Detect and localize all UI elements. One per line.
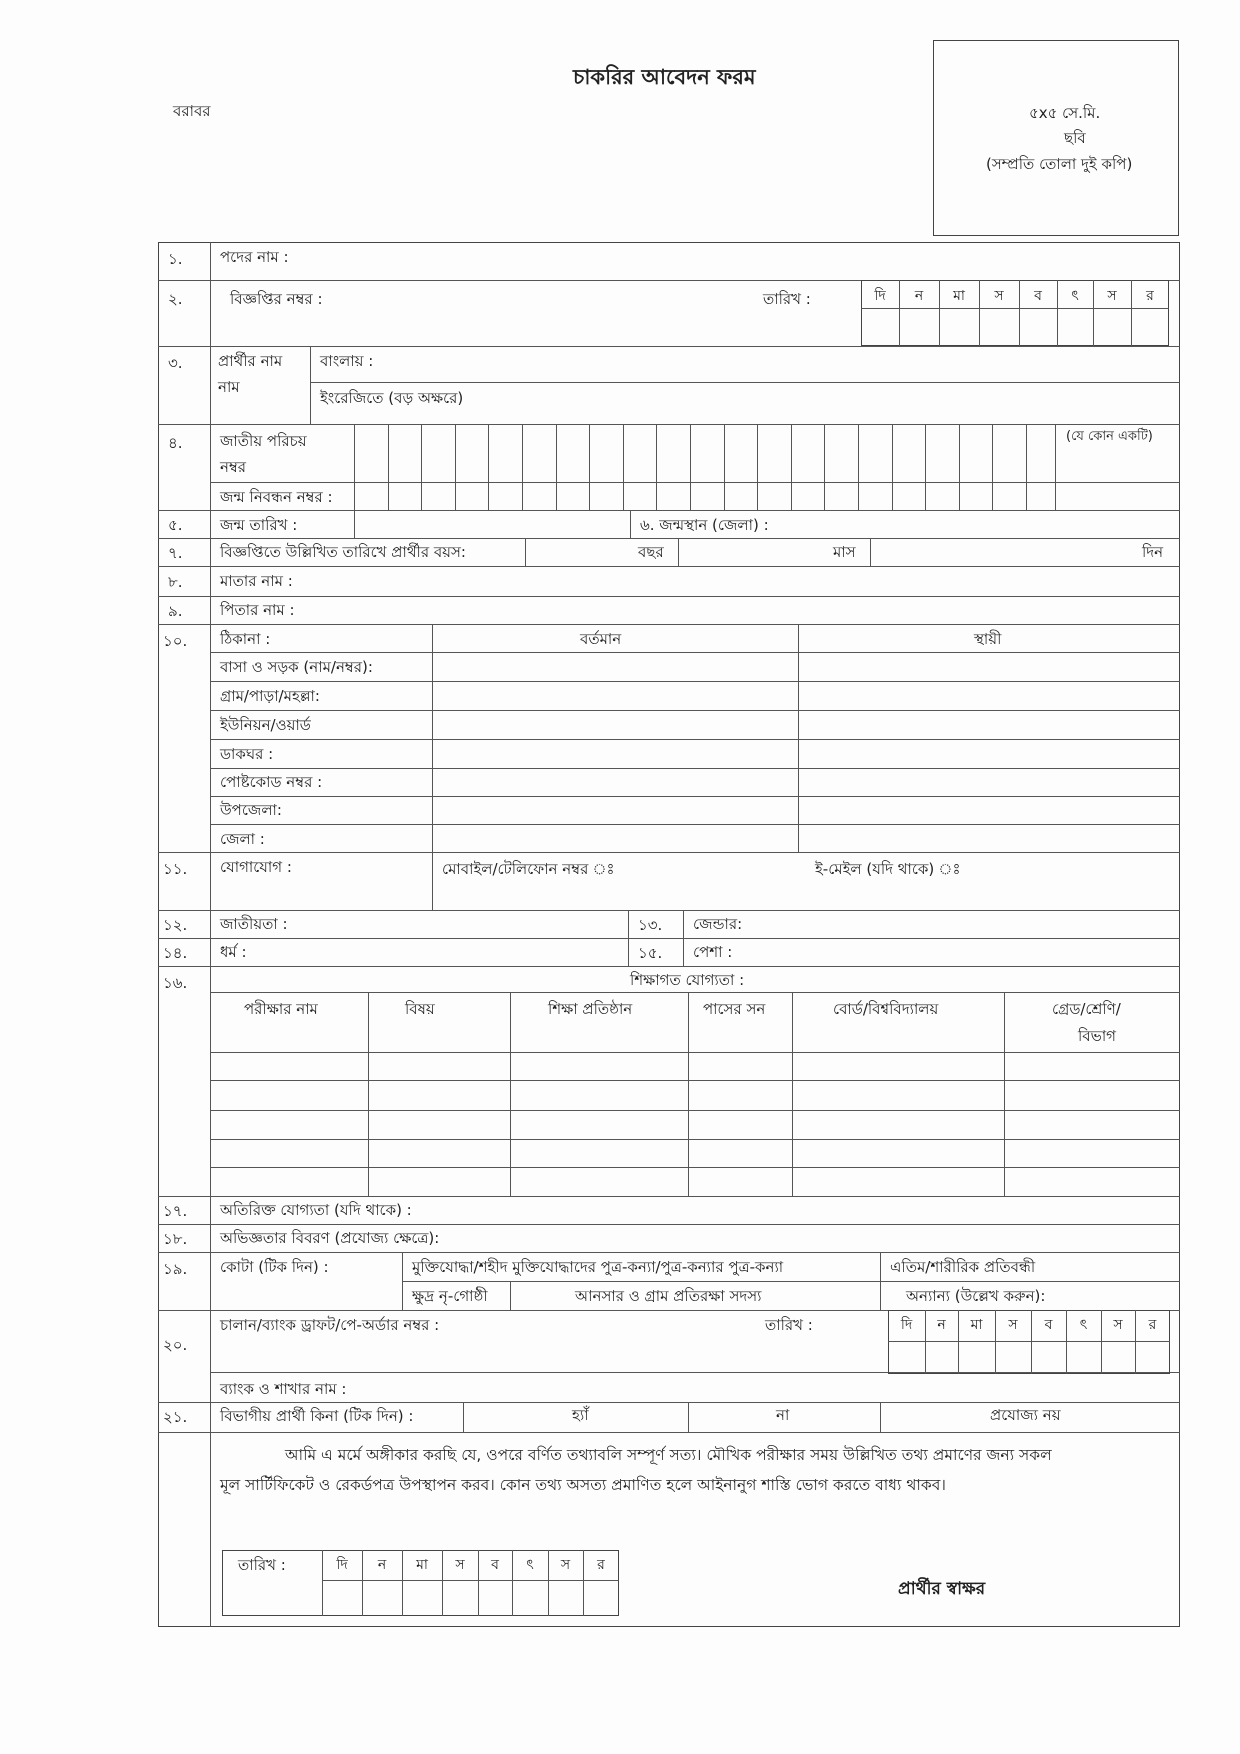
date-cell: ন xyxy=(914,288,924,304)
occupation-label: পেশা : xyxy=(693,943,733,961)
nid-cell-divider xyxy=(925,424,926,510)
education-label: শিক্ষাগত যোগ্যতা : xyxy=(630,971,745,989)
departmental-yes[interactable]: হ্যাঁ xyxy=(572,1406,589,1424)
row-number: ১৫. xyxy=(638,944,663,962)
nid-cell-divider xyxy=(757,424,758,510)
quota-freedom-fighter[interactable]: মুক্তিযোদ্ধা/শহীদ মুক্তিযোদ্ধাদের পুত্র-কন্যা/পুত্র-কন্যার পুত্র-কন্যা xyxy=(412,1258,784,1276)
row-number: ১৮. xyxy=(163,1230,188,1248)
date-cell: ব xyxy=(491,1557,499,1573)
row-number: ৮. xyxy=(168,573,183,591)
date-cell: মা xyxy=(416,1557,428,1573)
photo-note: (সম্প্রতি তোলা দুই কপি) xyxy=(986,155,1133,173)
age-year-label: বছর xyxy=(638,543,664,561)
name-english-label: ইংরেজিতে (বড় অক্ষরে) xyxy=(320,389,464,407)
bank-branch-label: ব্যাংক ও শাখার নাম : xyxy=(220,1380,347,1398)
row-number: ২. xyxy=(168,290,183,308)
name-bangla-label: বাংলায় : xyxy=(320,352,374,370)
quota-ansar-vdp[interactable]: আনসার ও গ্রাম প্রতিরক্ষা সদস্য xyxy=(575,1287,762,1305)
edu-grade-header-2: বিভাগ xyxy=(1078,1027,1116,1045)
permanent-address-header: স্থায়ী xyxy=(974,630,1002,648)
religion-label: ধর্ম : xyxy=(220,943,247,961)
nid-cell-divider xyxy=(623,424,624,510)
nid-cell-divider xyxy=(992,424,993,510)
mobile-label: মোবাইল/টেলিফোন নম্বর ঃ xyxy=(442,860,615,878)
nid-label: জাতীয় পরিচয় xyxy=(220,432,307,450)
any-one-note: (যে কোন একটি) xyxy=(1066,429,1153,444)
nid-cell-divider xyxy=(959,424,960,510)
date-cell: ৎ xyxy=(1071,288,1079,304)
date-cell: স xyxy=(1113,1317,1123,1333)
nid-cell-divider xyxy=(522,424,523,510)
house-road-label: বাসা ও সড়ক (নাম/নম্বর): xyxy=(220,658,373,676)
birthplace-label: ৬. জন্মস্থান (জেলা) : xyxy=(640,516,769,534)
date-cell: দি xyxy=(336,1557,348,1573)
departmental-label: বিভাগীয় প্রার্থী কিনা (টিক দিন) : xyxy=(220,1407,414,1425)
declaration-date-label: তারিখ : xyxy=(238,1556,286,1574)
dob-label: জন্ম তারিখ : xyxy=(220,516,298,534)
row-number: ১৩. xyxy=(638,916,663,934)
form-title: চাকরির আবেদন ফরম xyxy=(573,65,756,89)
date-cell: স xyxy=(1008,1317,1018,1333)
date-cell: র xyxy=(597,1557,605,1573)
edu-grade-header: গ্রেড/শ্রেণি/ xyxy=(1052,1000,1121,1018)
row-number: ৫. xyxy=(168,516,183,534)
experience-label: অভিজ্ঞতার বিবরণ (প্রযোজ্য ক্ষেত্রে): xyxy=(220,1229,440,1247)
row-number: ১৯. xyxy=(163,1260,188,1278)
row-number: ১১. xyxy=(163,860,188,878)
age-label: বিজ্ঞপ্তিতে উল্লিখিত তারিখে প্রার্থীর বয়স: xyxy=(220,543,466,561)
nid-cell-divider xyxy=(791,424,792,510)
date-cell: মা xyxy=(970,1317,983,1333)
edu-institution-header: শিক্ষা প্রতিষ্ঠান xyxy=(548,1000,633,1018)
upazila-label: উপজেলা: xyxy=(220,801,282,819)
nid-cell-divider xyxy=(488,424,489,510)
ad-number-label: বিজ্ঞপ্তির নম্বর : xyxy=(230,290,323,308)
row-number: ২০. xyxy=(163,1336,188,1354)
quota-orphan-disabled[interactable]: এতিম/শারীরিক প্রতিবন্ধী xyxy=(890,1258,1036,1276)
ad-date-label: তারিখ : xyxy=(763,290,811,308)
postcode-label: পোষ্টকোড নম্বর : xyxy=(220,773,323,791)
nid-cell-divider xyxy=(858,424,859,510)
quota-ethnic-minority[interactable]: ক্ষুদ্র নৃ-গোষ্ঠী xyxy=(412,1287,488,1305)
contact-label: যোগাযোগ : xyxy=(220,858,292,876)
nid-label-2: নম্বর xyxy=(220,458,247,476)
district-label: জেলা : xyxy=(220,830,265,848)
email-label: ই-মেইল (যদি থাকে) ঃ xyxy=(815,860,961,878)
age-day-label: দিন xyxy=(1142,543,1164,561)
date-cell: ব xyxy=(1034,288,1042,304)
nid-cell-divider xyxy=(824,424,825,510)
edu-pass-year-header: পাসের সন xyxy=(703,1000,766,1018)
row-number: ১৪. xyxy=(163,944,188,962)
row-number: ১২. xyxy=(163,916,188,934)
nid-cell-divider xyxy=(1026,424,1027,510)
nid-cell-divider xyxy=(724,424,725,510)
applicant-name-label: প্রার্থীর নাম xyxy=(218,352,283,370)
row-number: ১৭. xyxy=(163,1202,188,1220)
union-label: ইউনিয়ন/ওয়ার্ড xyxy=(220,716,311,734)
edu-board-header: বোর্ড/বিশ্ববিদ্যালয় xyxy=(833,1000,939,1018)
date-cell: ন xyxy=(377,1557,387,1573)
photo-box[interactable] xyxy=(933,40,1179,236)
village-label: গ্রাম/পাড়া/মহল্লা: xyxy=(220,687,320,705)
edu-subject-header: বিষয় xyxy=(405,1000,435,1018)
photo-label: ছবি xyxy=(1064,129,1086,147)
present-address-header: বর্তমান xyxy=(580,630,622,648)
nationality-label: জাতীয়তা : xyxy=(220,915,288,933)
post-office-label: ডাকঘর : xyxy=(220,745,274,763)
number-column-divider xyxy=(210,242,211,1627)
date-cell: দি xyxy=(900,1317,913,1333)
declaration-line-1: আমি এ মর্মে অঙ্গীকার করছি যে, ওপরে বর্ণিত তথ্যাবলি সম্পূর্ণ সত্য। মৌখিক পরীক্ষার সময় উল্লিখিত তথ্য প্রমাণের জন্য সকল xyxy=(285,1446,1052,1464)
photo-size: ৫x৫ সে.মি. xyxy=(1029,104,1101,122)
row-number: ৭. xyxy=(168,544,183,562)
date-cell: স xyxy=(455,1557,465,1573)
date-cell: মা xyxy=(953,288,965,304)
age-month-label: মাস xyxy=(833,543,856,561)
departmental-not-applicable[interactable]: প্রযোজ্য নয় xyxy=(990,1406,1061,1424)
row-number: ২১. xyxy=(163,1408,188,1426)
row-number: ১. xyxy=(168,250,183,268)
row-number: ৩. xyxy=(168,354,183,372)
addressee-label: বরাবর xyxy=(173,102,211,120)
extra-qualification-label: অতিরিক্ত যোগ্যতা (যদি থাকে) : xyxy=(220,1201,412,1219)
challan-label: চালান/ব্যাংক ড্রাফট/পে-অর্ডার নম্বর : xyxy=(220,1316,440,1334)
date-cell: ৎ xyxy=(526,1557,534,1573)
date-cell: স xyxy=(1107,288,1117,304)
challan-date-label: তারিখ : xyxy=(765,1316,813,1334)
row-number: ১৬. xyxy=(163,974,188,992)
date-cell: র xyxy=(1148,1317,1157,1333)
date-cell: স xyxy=(994,288,1004,304)
applicant-signature-label: প্রার্থীর স্বাক্ষর xyxy=(898,1579,986,1599)
date-cell: র xyxy=(1146,288,1154,304)
row-number: ৯. xyxy=(168,602,183,620)
nid-cell-divider xyxy=(556,424,557,510)
row-number: ৪. xyxy=(168,434,183,452)
nid-cell-divider xyxy=(656,424,657,510)
date-cell: ব xyxy=(1044,1317,1053,1333)
row-number: ১০. xyxy=(163,632,188,650)
applicant-name-label-2: নাম xyxy=(218,378,240,396)
departmental-no[interactable]: না xyxy=(776,1406,790,1424)
birth-reg-label: জন্ম নিবন্ধন নম্বর : xyxy=(220,488,333,506)
father-name-label: পিতার নাম : xyxy=(220,601,295,619)
date-cell: ৎ xyxy=(1079,1317,1088,1333)
post-name-label: পদের নাম : xyxy=(220,248,289,266)
nid-cell-divider xyxy=(388,424,389,510)
mother-name-label: মাতার নাম : xyxy=(220,572,293,590)
date-cell: দি xyxy=(874,288,886,304)
quota-label: কোটা (টিক দিন) : xyxy=(220,1258,329,1276)
nid-cell-divider xyxy=(455,424,456,510)
nid-cell-divider xyxy=(354,424,355,510)
edu-exam-header: পরীক্ষার নাম xyxy=(244,1000,318,1018)
gender-label: জেন্ডার: xyxy=(693,915,743,933)
address-label: ঠিকানা : xyxy=(220,630,271,648)
quota-other[interactable]: অন্যান্য (উল্লেখ করুন): xyxy=(906,1287,1046,1305)
date-cell: স xyxy=(560,1557,571,1573)
nid-cell-divider xyxy=(421,424,422,510)
date-cell: ন xyxy=(937,1317,946,1333)
declaration-line-2: মূল সার্টিফিকেট ও রেকর্ডপত্র উপস্থাপন করব। কোন তথ্য অসত্য প্রমাণিত হলে আইনানুগ শাস্তি ভোগ করতে বাধ্য থাকব। xyxy=(220,1476,946,1494)
nid-cell-divider xyxy=(690,424,691,510)
nid-cell-divider xyxy=(892,424,893,510)
nid-cell-divider xyxy=(589,424,590,510)
